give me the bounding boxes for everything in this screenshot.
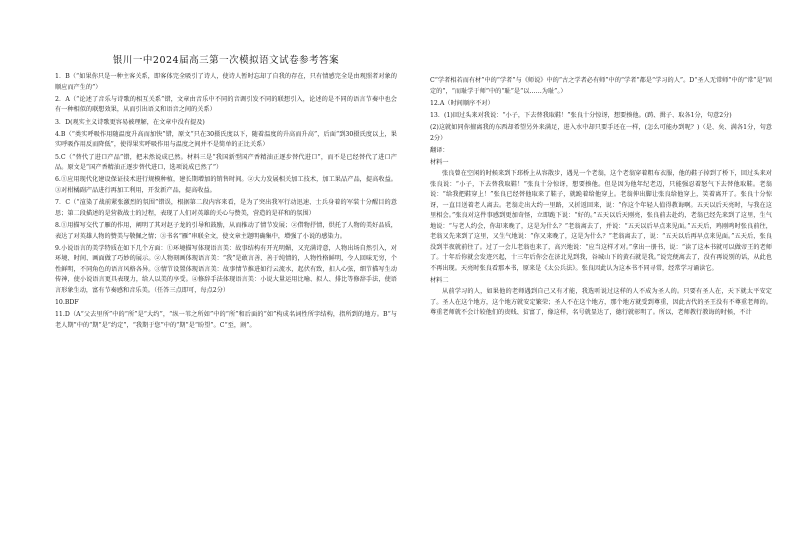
answer-4: 4.B（“类实呼吸作用随温度升高而加快”错，原文“只在30摄氏度以下，随着温度的升高而升高”，后面“到30摄氏度以上，果实呼吸作用反而降低”，使得果实呼吸作用与温度之间并不是简单的正比关系） [55, 130, 397, 149]
page-title: 银川一中2024届高三第一次模拟语文试卷参考答案 [112, 55, 340, 66]
answer-7: 7．C（“渲染了战前紧张激烈的氛围”错误，根据第二段内容来看，是为了突出我军行动迅速、士兵身着的军装十分醒目的意思；第二段描述的是营救战士的过程，表现了人们对英雄的关心与赞美，营造的是祥和的氛围） [55, 199, 397, 217]
answer-13-1: 13．(1)回过头来对我说：“小子，下去替我取鞋！”张良十分惊讶，想要揍他。(踌、揖子、取各1分，句意2分) [430, 112, 732, 120]
answer-8: 8.①用描写交代了雁的作用，阐明了其对赵子龙的引导和鼓励，从而推动了情节发展；②借物抒情，烘托了人物的美好品质，表达了对英雄人物的赞美与敬佩之情；③书名“雁”串联全文，使文章主题明确集中，增强了小说的感染力。 [55, 222, 397, 240]
answer-6: 6.①应用现代化建设保证技术进行规模种植，建长期增加的销售时间。②大力发展相关加工技术，加工果品产品，提高收益。③对柑橘副产品进行再加工利用，开发新产品，提高收益。 [55, 176, 397, 194]
answer-11: 11.D（A“父去里所”中的“所”是“大约”，“纵一苇之所如”中的“所”和后面的“如”构成名词性所字结构，指所到的地方。B“与老人期”中的“期”是“约定”，“我期于您”中的“期”是“盼望”。C“至，割”。 [55, 311, 397, 329]
material-2-text: 从前学习的人，如果他的老师遇到自己又有才能，我选听说过这样的人不成为圣人的。只要有圣人在，天下就太平安定了。圣人在这个地方，这个地方就安定繁荣；圣人不在这个地方，那个地方就受到尊重，因此古代的圣王没有不尊重老师的。尊重老师就不会计较他们的贵贱、贫富了，像这样，名号就显达了，德行就彰明了。所以，老师教行教诲的时候，不计 [430, 288, 772, 317]
translation-heading: 翻译： [430, 147, 449, 155]
answer-1: 1．B（“如果你只是一种主客关系，即客体完全吸引了诗人，使诗人暂时忘却了自我的存在，只有情感完全是由观照者对象的顺应而产生的”） [55, 73, 397, 91]
answer-12: 12.A（时间顺序不对） [430, 99, 494, 107]
answer-13-2: (2)这就如同你擅离我的东西却希望另外来满足，进入水中却只要手还在一样，(怎么可能办到呢？)（是、矣、满各1分，句意2分） [430, 124, 772, 142]
answer-2: 2．A（“论述了音乐与诗歌的相互关系”错，文章由音乐中不同的音调引发不同的联想引入，论述的是不同的语言节奏中也会有一种相似的联想效果，从而引出语义和语音之间的关系） [55, 95, 397, 114]
answer-10: 10.BDF [55, 299, 79, 307]
material-2-heading: 材料二 [430, 276, 449, 284]
answer-3: 3．D(观实主义诗歌更容易被理解，在文章中没有提及) [55, 118, 205, 126]
left-column [55, 72, 397, 333]
material-1-heading: 材料一 [430, 158, 449, 166]
answer-11-cont: C“学者相若而有材”中的“学者”与《师说》中的“古之学者必有师”中的“学者”都是“学习的人”。D“圣人无常师”中的“常”是“固定的”，“而耻学于师”中的“耻”是“以……为耻”。） [430, 77, 772, 95]
answer-9: 9.小说语言的美学特质在如下几个方面：①环境描写体现语言美：故事结构有开光明媚，又充满诗意，人物出场自然引入，对环境、时间、画面做了巧妙的展示。②人物刻画体现语言美：“我”是敢言善、善于纯情的，人物性格鲜明，令人回味无穷，个性鲜明，不同角色的语言风格各异。③情节设置体现语言美：故事情节推进如行云流水，起伏有致，扣人心弦，细节描写生动传神，使小说语言更具表现力，给人以美的享受。④修辞手法体现语言美：小说大量运用比喻、拟人、排比等修辞手法，使语言形象生动，富有节奏感和音乐美。（任答三点即可，每点2分） [55, 244, 397, 294]
material-1-text: 张良曾在空闲的时候来到下邳桥上从容散步，遇见一个老翁，这个老翁穿着粗布衣服，他的鞋子掉到了桥下，回过头来对张良说：“小子，下去替我取鞋！”张良十分惊讶，想要揍他。但是因为他年纪老迈，只能强忍着怒气下去替他取鞋。老翁说：“给我把鞋穿上！”张良已经替他取来了鞋子，就跪着给他穿上。老翁伸出脚让张良给他穿上，笑着离开了。张良十分惊讶，一直目送着老人离去。老翁走出大约一里路，又折返回来，说：“你这个年轻人值得教诲啊。五天以后天亮时，与我在这里相会。”张良对这件事感到更加奇怪，立即跪下说：“好的。”五天以后天刚亮，张良前去赴约，老翁已经先来到了这里，生气地说：“与老人约会，你却来晚了，这是为什么？”老翁离去了，并说：“五天以后早点来见面。”五天后，鸡刚鸣时张良前往，老翁又先来到了这里，又生气地说：“你又来晚了，这是为什么？”老翁离去了，说：“五天以后再早点来见面。”五天后，张良没到半夜就前往了。过了一会儿老翁也来了，高兴地说：“应当这样才对。”拿出一册书，说：“读了这本书就可以做帝王的老师了。十年后你就会发迹兴起，十三年后你会在济北见到我，谷城山下的黄石就是我。”说完便离去了，没有再说别的话，从此也不再出现。天亮时张良看那本书，原来是《太公兵法》。张良因此认为这本书不同寻常，经常学习诵读它。 [430, 170, 772, 272]
right-column [430, 76, 772, 321]
answer-5: 5.C（“替代了进口产品”错，把未然说成已然。材料三是“我国新型国产香精油正逐步替代进口”，而不是已经替代了进口产品。原文是“国产香精油正逐步替代进口，选项说成已然了”） [55, 153, 397, 172]
